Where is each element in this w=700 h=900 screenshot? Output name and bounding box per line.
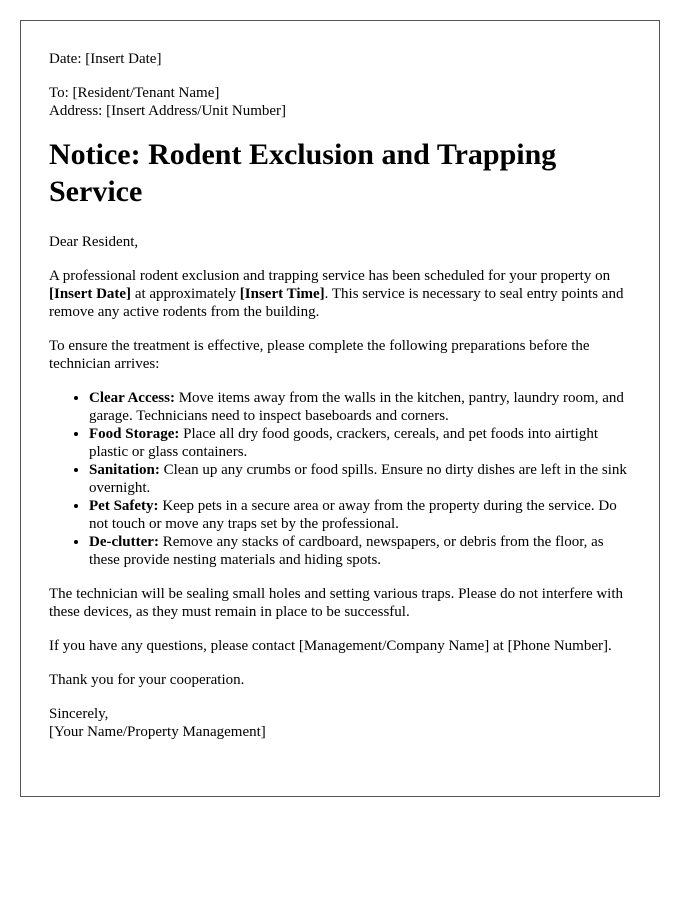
technician-note: The technician will be sealing small holes and setting various traps. Please do not interfere with these devices, as they must remain in place to be successful. [49,586,624,620]
contact-note: If you have any questions, please contact [Management/Company Name] at [Phone Number]. [49,638,612,654]
de-clutter-text: Remove any stacks of cardboard, newspapers, or debris from the floor, as these provide nesting materials and hiding spots. [89,534,604,568]
intro-text-1: A professional rodent exclusion and trapping service has been scheduled for your property on [49,268,611,284]
sanitation-text: Clean up any crumbs or food spills. Ensure no dirty dishes are left in the sink overnight. [89,462,627,496]
sign-off: Sincerely, [49,706,109,722]
notice-title: Notice: Rodent Exclusion and Trapping Service [49,138,557,208]
preparations-intro: To ensure the treatment is effective, please complete the following preparations before the technician arrives: [49,338,590,372]
list-item [89,461,631,497]
de-clutter-label: De-clutter: [89,534,159,550]
preparations-list [49,389,631,569]
date-block [49,50,631,68]
food-storage-label: Food Storage: [89,426,180,442]
pet-safety-text: Keep pets in a secure area or away from the property during the service. Do not touch or move any traps set by the professional. [89,498,617,532]
clear-access-text: Move items away from the walls in the kitchen, pantry, laundry room, and garage. Technicians need to inspect baseboards and corners. [89,390,624,424]
intro-text-2: at approximately [131,286,240,302]
date-line: Date: [Insert Date] [49,51,162,67]
sanitation-label: Sanitation: [89,462,160,478]
closing-block [49,705,631,741]
food-storage-text: Place all dry food goods, crackers, cereals, and pet foods into airtight plastic or glass containers. [89,426,599,460]
list-item [89,425,631,461]
to-line: To: [Resident/Tenant Name] [49,85,220,101]
address-line: Address: [Insert Address/Unit Number] [49,103,287,119]
list-item [89,533,631,569]
notice-letter [20,20,660,797]
intro-paragraph [49,267,631,321]
date-placeholder: [Insert Date] [49,286,132,302]
intro-text-3: . This service is necessary to seal entry points and remove any active rodents from the building. [49,286,624,320]
signature: [Your Name/Property Management] [49,724,266,740]
pet-safety-label: Pet Safety: [89,498,159,514]
time-placeholder: [Insert Time] [239,286,325,302]
greeting: Dear Resident, [49,234,139,250]
clear-access-label: Clear Access: [89,390,175,406]
recipient-block [49,84,631,120]
thanks-line: Thank you for your cooperation. [49,672,245,688]
list-item [89,389,631,425]
list-item [89,497,631,533]
